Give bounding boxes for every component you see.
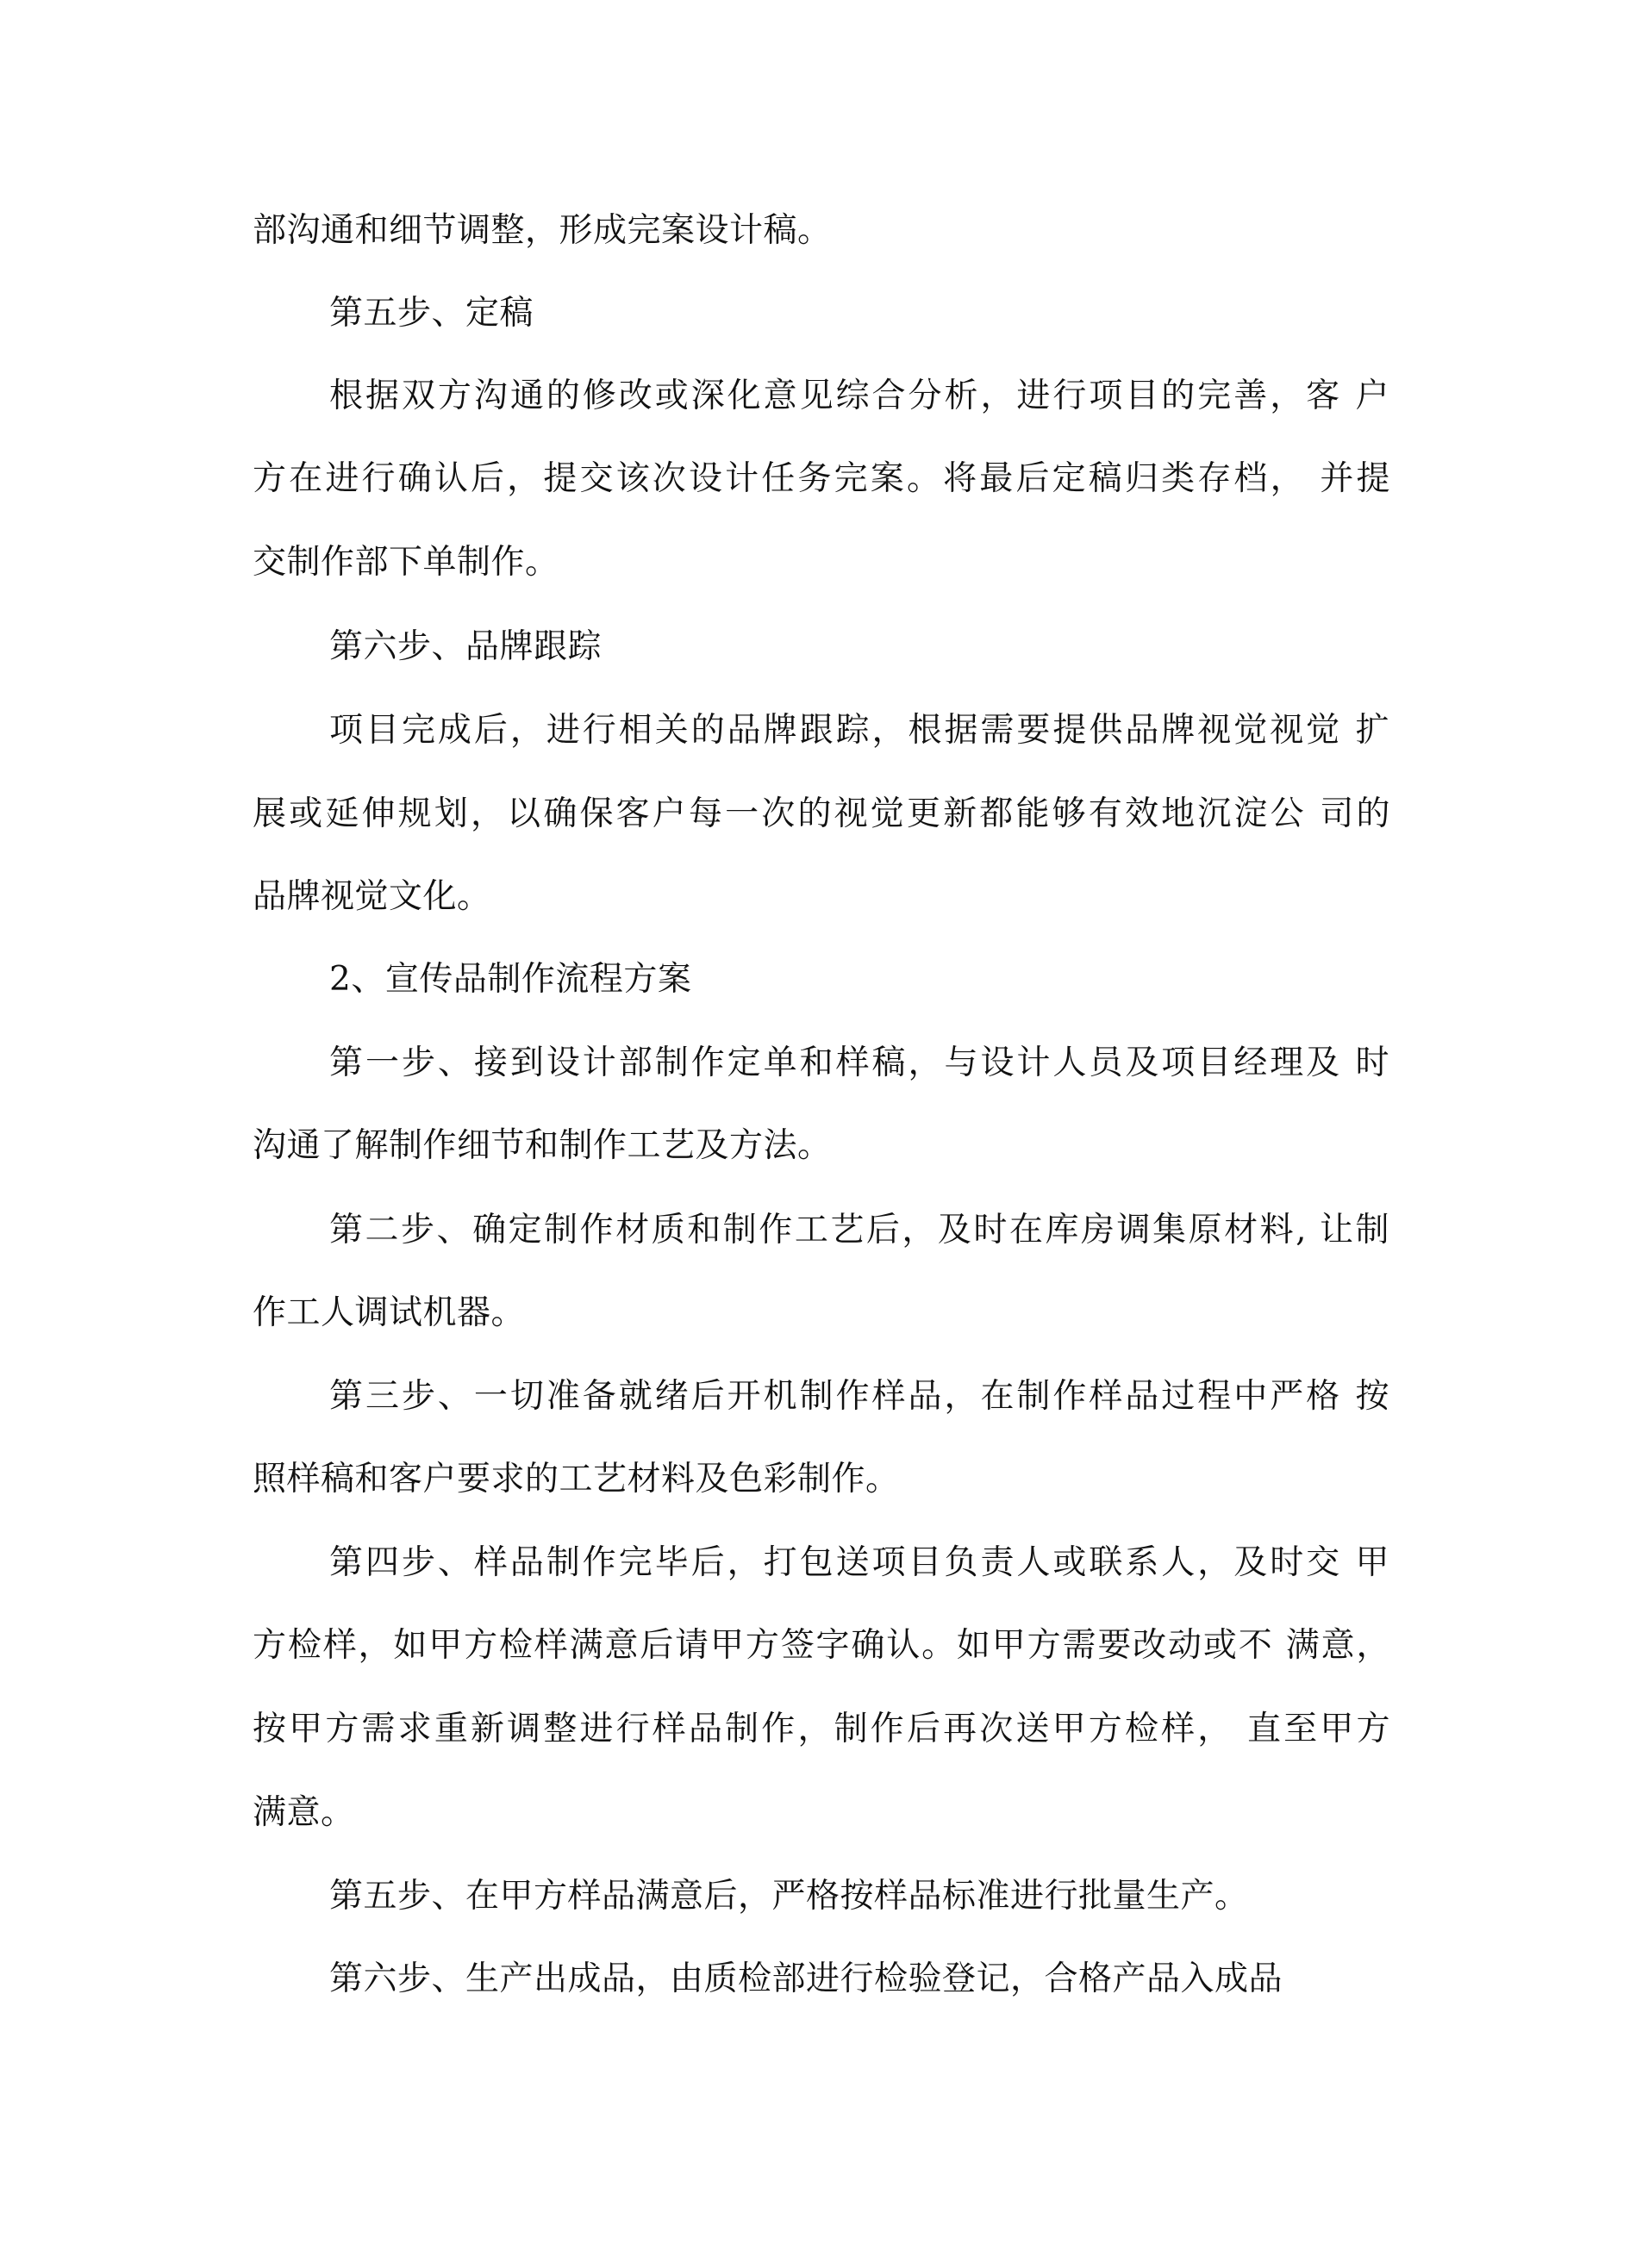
paragraph-line: 满意。	[253, 1793, 355, 1832]
paragraph-line: 照样稿和客户要求的工艺材料及色彩制作。	[253, 1460, 900, 1498]
paragraph-line: 品牌视觉文化。	[253, 877, 491, 916]
paragraph-line: 第三步、一切准备就绪后开机制作样品，在制作样品过程中严格 按	[329, 1377, 1389, 1416]
paragraph-line: 第二步、确定制作材质和制作工艺后，及时在库房调集原材料, 让制	[329, 1211, 1389, 1249]
section-heading: 2、宣传品制作流程方案	[329, 960, 692, 999]
paragraph-line: 交制作部下单制作。	[253, 543, 559, 582]
paragraph-line: 沟通了解制作细节和制作工艺及方法。	[253, 1126, 832, 1165]
text-line: 部沟通和细节调整，形成完案设计稿。	[253, 211, 832, 250]
paragraph-line: 第五步、在甲方样品满意后，严格按样品标准进行批量生产。	[329, 1877, 1249, 1916]
paragraph-line: 第四步、样品制作完毕后，打包送项目负责人或联系人，及时交 甲	[329, 1543, 1389, 1582]
paragraph-line: 根据双方沟通的修改或深化意见综合分析，进行项目的完善，客 户	[329, 377, 1389, 415]
paragraph-line: 展或延伸规划，以确保客户每一次的视觉更新都能够有效地沉淀公 司的	[253, 794, 1390, 833]
paragraph-line: 第六步、生产出成品，由质检部进行检验登记，合格产品入成品	[329, 1960, 1283, 1998]
paragraph-line: 项目完成后，进行相关的品牌跟踪，根据需要提供品牌视觉视觉 扩	[329, 711, 1389, 750]
step-heading: 第六步、品牌跟踪	[329, 627, 603, 666]
paragraph-line: 作工人调试机器。	[253, 1293, 526, 1332]
paragraph-line: 第一步、接到设计部制作定单和样稿，与设计人员及项目经理及 时	[329, 1044, 1389, 1082]
paragraph-line: 方在进行确认后，提交该次设计任务完案。将最后定稿归类存档， 并提	[253, 459, 1390, 498]
paragraph-line: 方检样，如甲方检样满意后请甲方签字确认。如甲方需要改动或不 满意，	[253, 1626, 1390, 1665]
paragraph-line: 按甲方需求重新调整进行样品制作，制作后再次送甲方检样， 直至甲方	[253, 1710, 1390, 1748]
step-heading: 第五步、定稿	[329, 294, 534, 333]
